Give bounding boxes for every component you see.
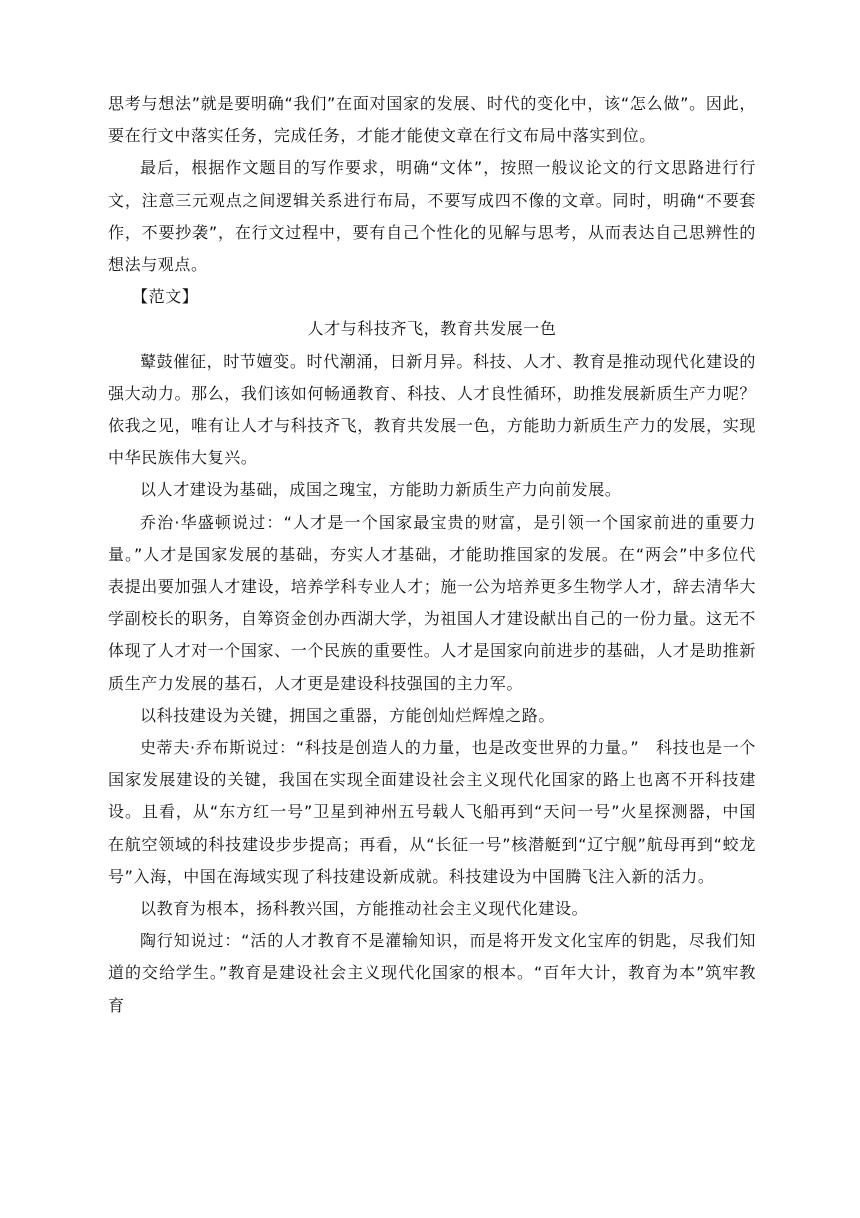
paragraph-talent-thesis: 以人才建设为基础，成国之瑰宝，方能助力新质生产力向前发展。	[140, 480, 622, 500]
paragraph-tech-thesis: 以科技建设为关键，拥国之重器，方能创灿烂辉煌之路。	[140, 705, 556, 725]
paragraph-talent-body: 乔治·华盛顿说过：“人才是一个国家最宝贵的财富，是引领一个国家前进的重要力量。”人才是国家发展的基础，夯实人才基础，才能助推国家的发展。在“两会”中多位代表提出要加强人才建设，培养学科专业人才；施一公为培养更多生物学人才，辞去清华大学副校长的职务，自筹资金创办西湖大学，为祖国人才建设献出自己的一份力量。这无不体现了人才对一个国家、一个民族的重要性。人才是国家向前进步的基础，人才是助推新质生产力发展的基石，人才更是建设科技强国的主力军。	[108, 512, 756, 693]
sample-essay-label: 【范文】	[132, 287, 199, 307]
paragraph-education-thesis: 以教育为根本，扬科教兴国，方能推动社会主义现代化建设。	[140, 899, 589, 919]
document-page	[108, 88, 756, 1022]
paragraph-continuation: 思考与想法”就是要明确“我们”在面对国家的发展、时代的变化中，该“怎么做”。因此，要在行文中落实任务，完成任务，才能才能使文章在行文布局中落实到位。	[108, 94, 756, 146]
paragraph-finally: 最后，根据作文题目的写作要求，明确“文体”，按照一般议论文的行文思路进行行文，注意三元观点之间逻辑关系进行布局，不要写成四不像的文章。同时，明确“不要套作，不要抄袭”，在行文过程中，要有自己个性化的见解与思考，从而表达自己思辨性的想法与观点。	[108, 158, 756, 275]
paragraph-tech-body: 史蒂夫·乔布斯说过：“科技是创造人的力量，也是改变世界的力量。” 科技也是一个国家发展建设的关键，我国在实现全面建设社会主义现代化国家的路上也离不开科技建设。且看，从“东方红一号”卫星到神州五号载人飞船再到“天问一号”火星探测器，中国在航空领域的科技建设步步提高；再看，从“长征一号”核潜艇到“辽宁舰”航母再到“蛟龙号”入海，中国在海域实现了科技建设新成就。科技建设为中国腾飞注入新的活力。	[108, 738, 756, 886]
paragraph-intro: 鼙鼓催征，时节嬗变。时代潮涌，日新月异。科技、人才、教育是推动现代化建设的强大动力。那么，我们该如何畅通教育、科技、人才良性循环，助推发展新质生产力呢？依我之见，唯有让人才与科技齐飞，教育共发展一色，方能助力新质生产力的发展，实现中华民族伟大复兴。	[108, 351, 756, 468]
paragraph-education-body: 陶行知说过：“活的人才教育不是灌输知识，而是将开发文化宝库的钥匙，尽我们知道的交给学生。”教育是建设社会主义现代化国家的根本。“百年大计，教育为本”筑牢教育	[108, 931, 756, 1015]
essay-title: 人才与科技齐飞，教育共发展一色	[307, 319, 557, 339]
